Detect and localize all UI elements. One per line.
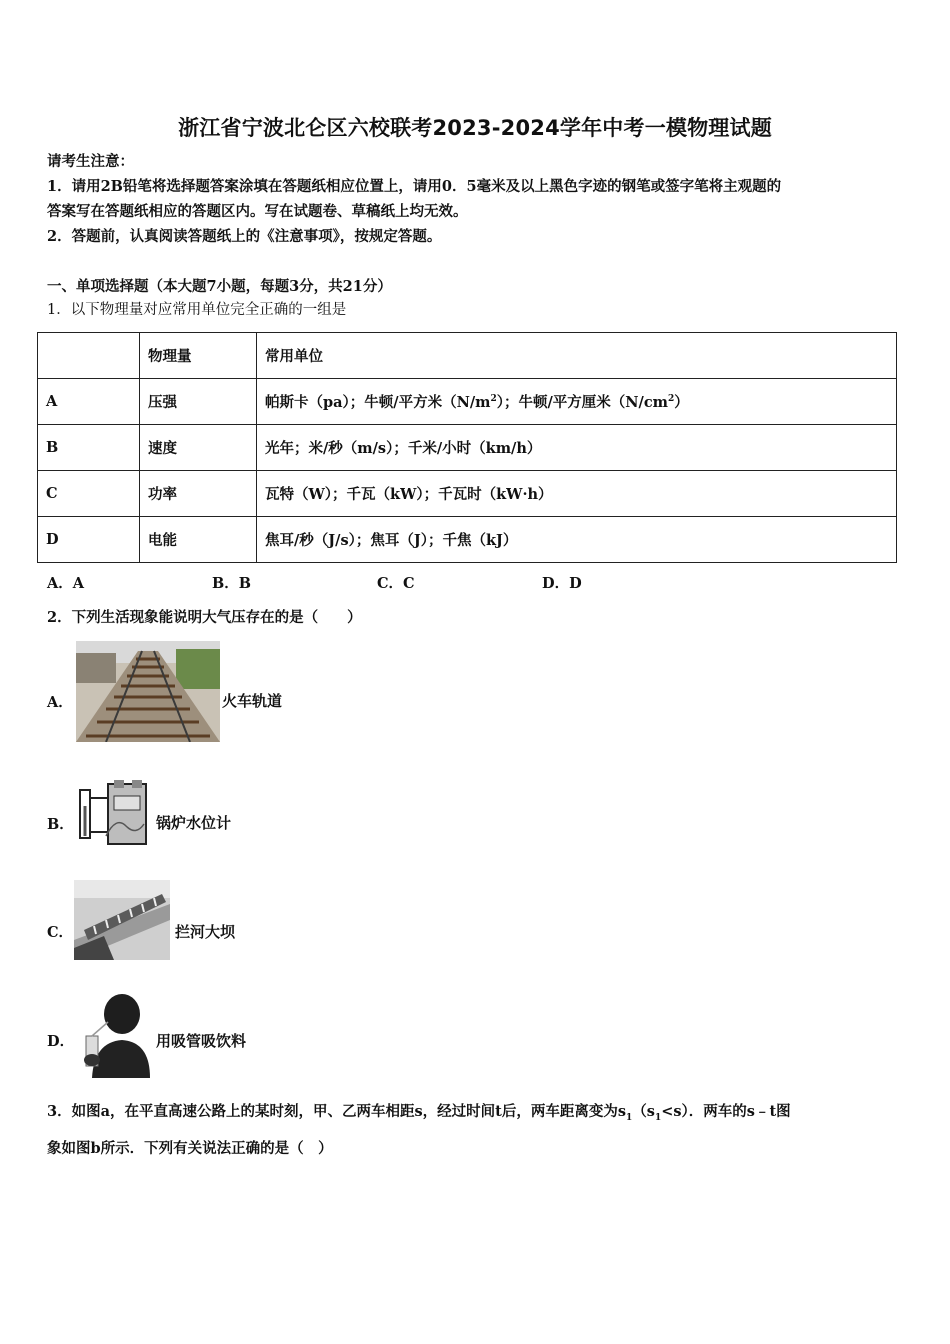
notice-line-1a: 1．请用2B铅笔将选择题答案涂填在答题纸相应位置上，请用0．5毫米及以上黑色字迹的钢笔或签字笔将主观题的 [47, 178, 782, 195]
row-quantity: 功率 [140, 471, 257, 517]
q2-option-d-letter[interactable]: D． [47, 1033, 75, 1050]
row-letter: C [38, 471, 140, 517]
q1-option-b[interactable]: B．B [212, 575, 252, 592]
q2-option-c-label: 拦河大坝 [175, 923, 236, 941]
q2-option-a-label: 火车轨道 [222, 692, 283, 710]
q1-option-d[interactable]: D．D [542, 575, 582, 592]
row-units: 焦耳/秒（J/s）；焦耳（J）；千焦（kJ） [257, 517, 897, 563]
q1-option-a[interactable]: A．A [47, 575, 85, 592]
child-drinking-straw-photo-icon [78, 990, 152, 1078]
row-letter: A [38, 379, 140, 425]
row-quantity: 速度 [140, 425, 257, 471]
notice-line-1b: 答案写在答题纸相应的答题区内。写在试题卷、草稿纸上均无效。 [47, 203, 468, 220]
boiler-water-gauge-photo-icon [76, 776, 152, 850]
page-title: 浙江省宁波北仑区六校联考2023-2024学年中考一模物理试题 [178, 116, 772, 140]
q2-option-c-letter[interactable]: C． [47, 924, 74, 941]
q3-stem-line-1: 3．如图a，在平直高速公路上的某时刻，甲、乙两车相距s，经过时间t后，两车距离变为$s_1(s_1<s)$．两车的s﹣t图 [47, 1103, 791, 1123]
table-row [38, 379, 897, 425]
table-row [38, 425, 897, 471]
railway-track-photo-icon [76, 641, 220, 742]
notice-line-2: 2．答题前，认真阅读答题纸上的《注意事项》，按规定答题。 [47, 228, 442, 245]
row-units: 光年；米/秒（m/s）；千米/小时（km/h） [257, 425, 897, 471]
units-table [37, 332, 897, 563]
river-dam-photo-icon [74, 880, 170, 960]
notice-heading: 请考生注意： [47, 153, 134, 170]
q2-option-a-letter[interactable]: A． [47, 694, 73, 711]
table-header-cell: 物理量 [140, 333, 257, 379]
table-header-cell: 常用单位 [257, 333, 897, 379]
table-header-row [38, 333, 897, 379]
q2-option-b-letter[interactable]: B． [47, 816, 74, 833]
row-quantity: 压强 [140, 379, 257, 425]
table-row [38, 471, 897, 517]
table-row [38, 517, 897, 563]
q1-option-c[interactable]: C．C [377, 575, 415, 592]
row-letter: B [38, 425, 140, 471]
q3-stem-line-2: 象如图b所示．下列有关说法正确的是（ ） [47, 1140, 333, 1157]
table-header-cell [38, 333, 140, 379]
row-units: 瓦特（W）；千瓦（kW）；千瓦时（kW·h） [257, 471, 897, 517]
q2-option-d-label: 用吸管吸饮料 [156, 1032, 247, 1050]
q1-stem: 1．以下物理量对应常用单位完全正确的一组是 [47, 302, 347, 318]
q2-stem: 2．下列生活现象能说明大气压存在的是（ ） [47, 609, 362, 626]
row-quantity: 电能 [140, 517, 257, 563]
section-heading: 一、单项选择题（本大题7小题，每题3分，共21分） [47, 278, 392, 295]
row-letter: D [38, 517, 140, 563]
q2-option-b-label: 锅炉水位计 [156, 814, 232, 832]
row-units: 帕斯卡（pa）；牛顿/平方米$(N/m^2)$；牛顿/平方厘米$(N/cm^2)$ [257, 379, 897, 425]
